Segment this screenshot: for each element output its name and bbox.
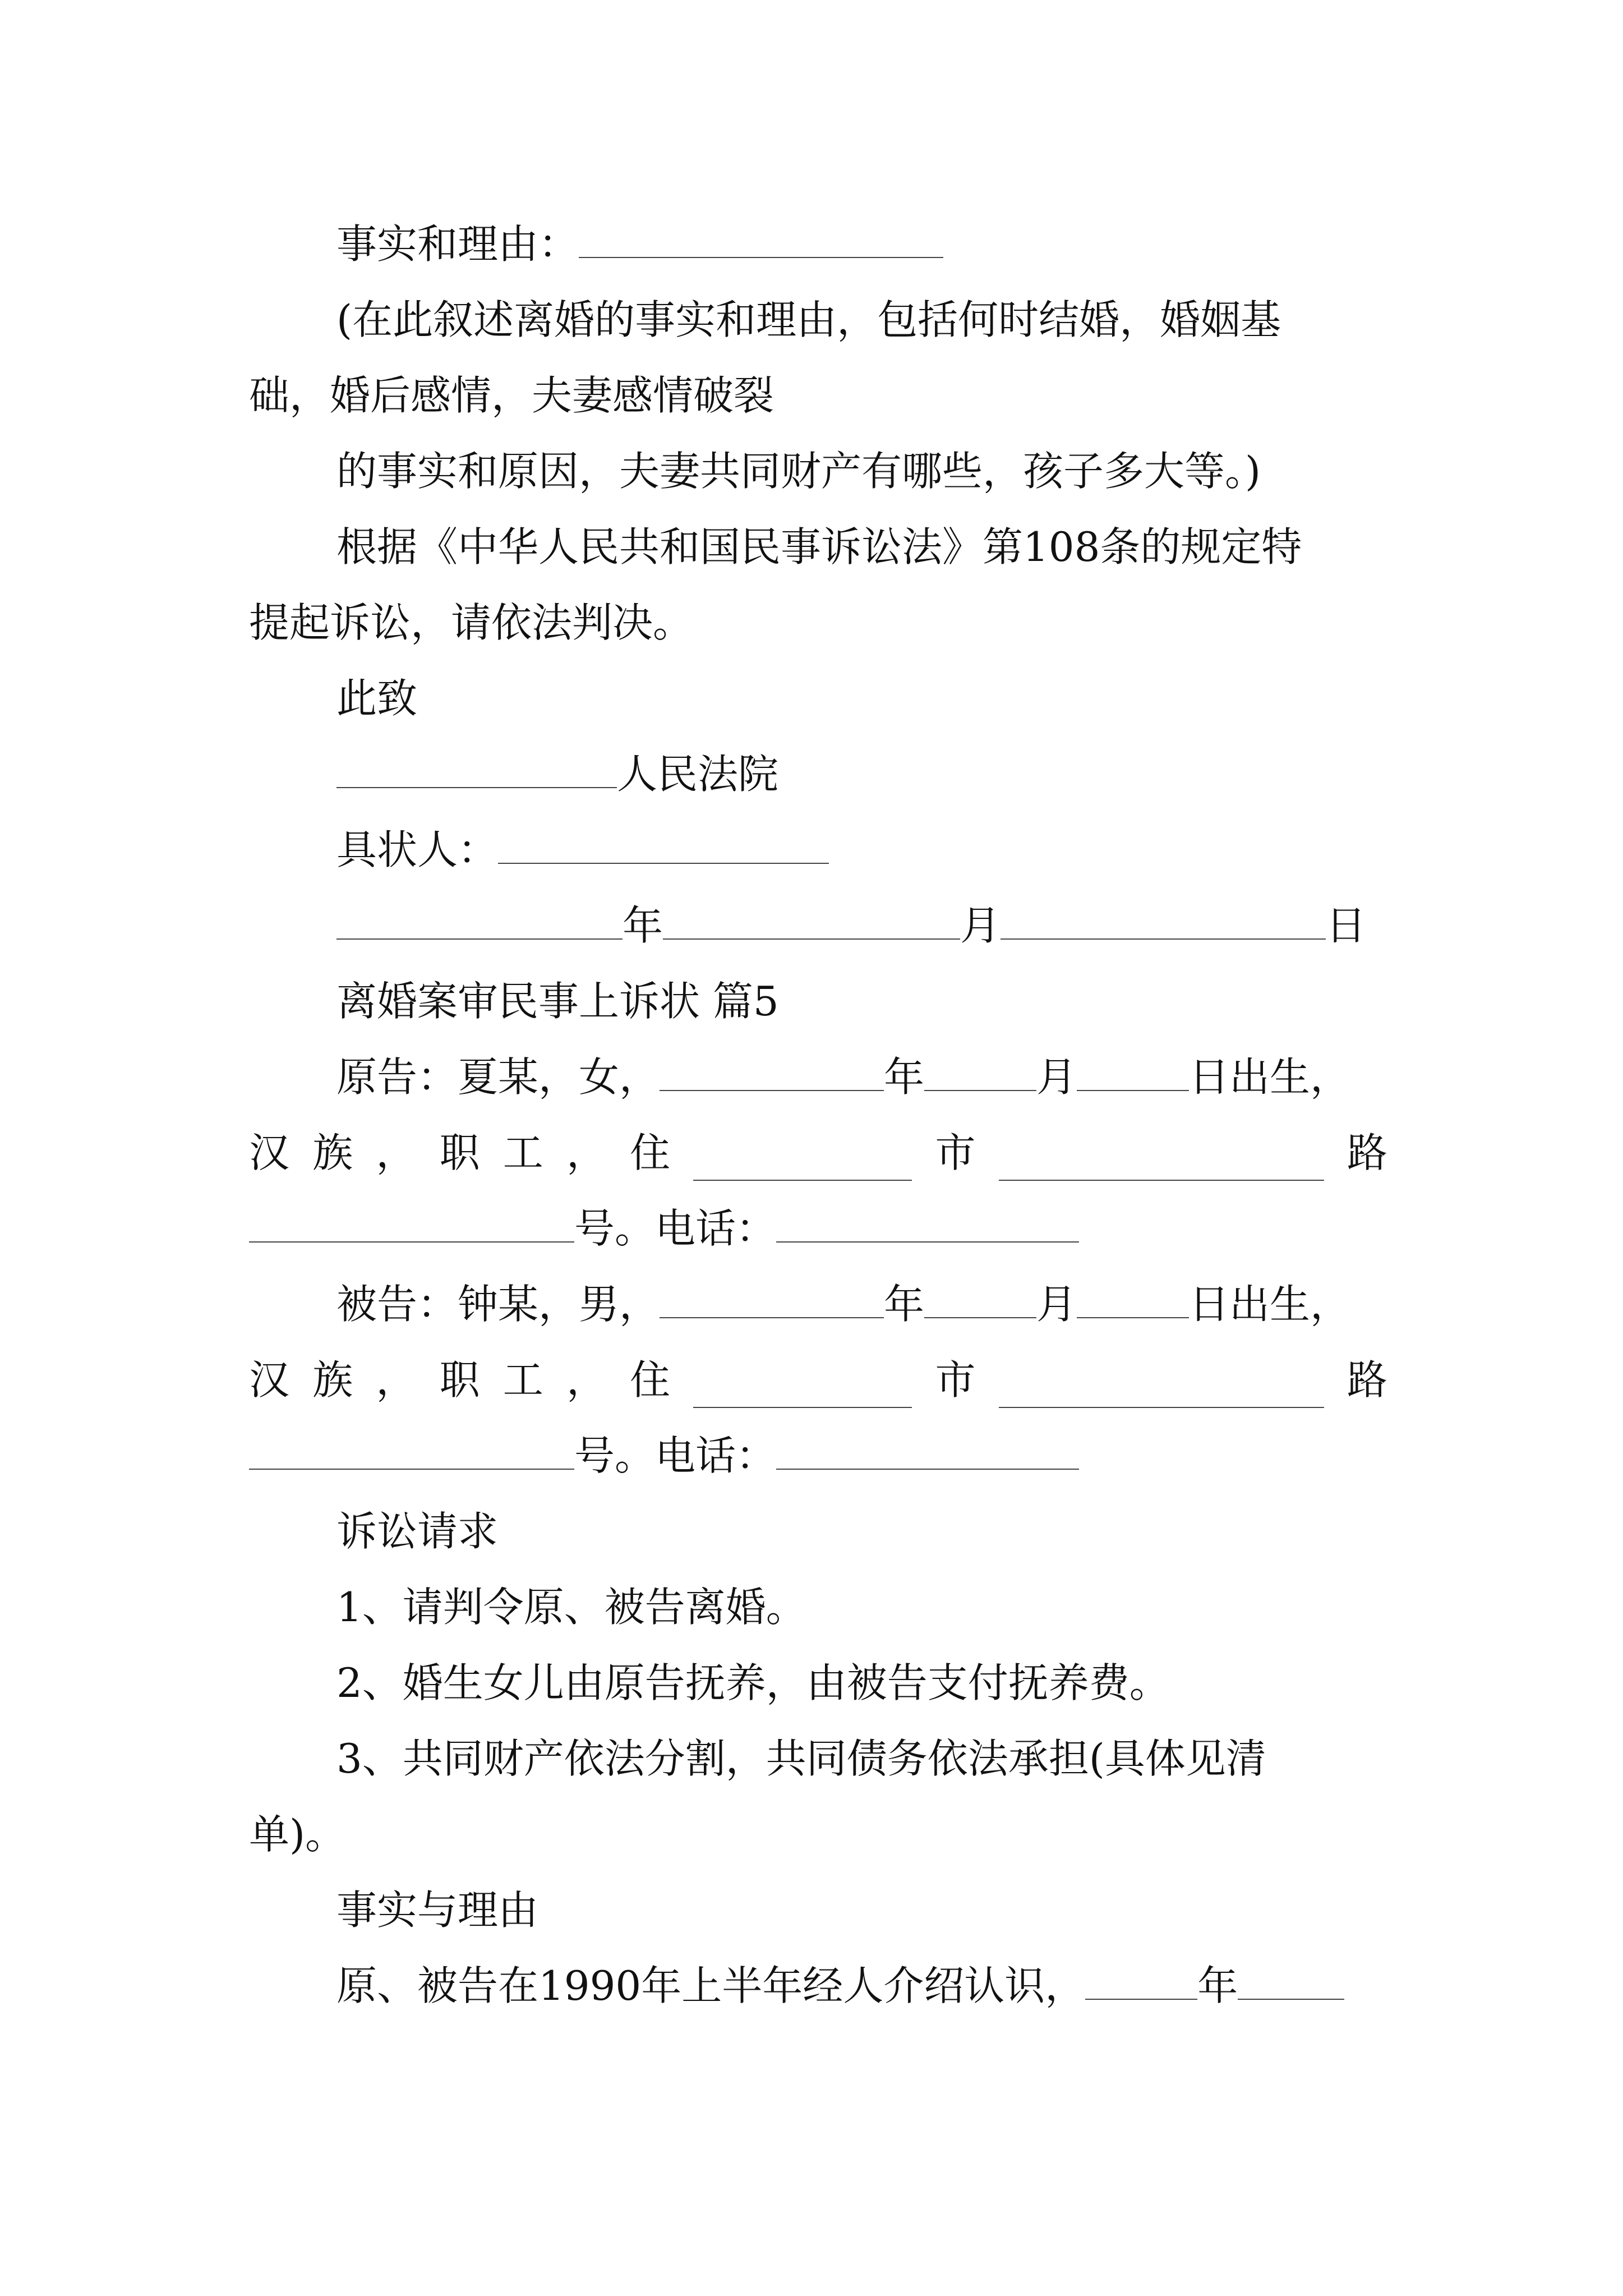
facts-title: 事实与理由 — [336, 1887, 539, 1934]
plaintiff-address-line — [249, 1125, 1387, 1181]
plaintiff-job-char: 职 — [439, 1129, 480, 1176]
defendant-hao-tel: 号。电话： — [574, 1432, 777, 1479]
defendant-number-blank — [249, 1436, 574, 1470]
plaintiff-road-label: 路 — [1347, 1129, 1387, 1176]
year-label: 年 — [623, 902, 663, 949]
defendant-birth-month-blank — [924, 1285, 1036, 1318]
signer-label: 具状人： — [336, 826, 499, 873]
claims-title: 诉讼请求 — [336, 1508, 499, 1555]
fact-reason-line — [336, 216, 943, 272]
defendant-city-blank — [693, 1374, 912, 1408]
plaintiff-city-label: 市 — [935, 1129, 976, 1176]
plaintiff-line — [336, 1049, 1350, 1105]
plaintiff-live-label: 住 — [630, 1129, 671, 1176]
defendant-birth-year-blank — [660, 1285, 884, 1318]
plaintiff-birth-year-blank — [660, 1057, 884, 1091]
plaintiff-number-blank — [249, 1209, 574, 1243]
paragraph-line: (在此叙述离婚的事实和理由，包括何时结婚，婚姻基 — [336, 296, 1281, 343]
month-label: 月 — [960, 902, 1001, 949]
plaintiff-month-label: 月 — [1036, 1053, 1077, 1101]
defendant-address-line — [249, 1352, 1387, 1408]
plaintiff-city-blank — [693, 1147, 912, 1181]
claim-item: 3、共同财产依法分割，共同债务依法承担(具体见清 — [336, 1735, 1266, 1782]
fact-reason-blank — [579, 224, 943, 258]
paragraph-line: 提起诉讼，请依法判决。 — [249, 599, 694, 646]
paragraph-line: 根据《中华人民共和国民事诉讼法》第108条的规定特 — [336, 523, 1302, 570]
claim-item-continued: 单)。 — [249, 1811, 346, 1858]
plaintiff-ethnicity-char: 族 — [312, 1129, 353, 1176]
defendant-phone-blank — [776, 1436, 1079, 1470]
court-line — [336, 746, 778, 802]
signer-line — [336, 822, 829, 878]
claim-item: 2、婚生女儿由原告抚养，由被告支付抚养费。 — [336, 1659, 1170, 1706]
year-blank — [336, 906, 623, 940]
plaintiff-hao-tel: 号。电话： — [574, 1205, 777, 1252]
facts-month-blank — [1238, 1966, 1344, 2000]
facts-year-blank — [1085, 1966, 1197, 2000]
defendant-road-blank — [999, 1374, 1324, 1408]
plaintiff-phone-line — [249, 1200, 1079, 1257]
court-name-blank — [336, 754, 617, 788]
defendant-city-label: 市 — [935, 1356, 976, 1404]
facts-year-label: 年 — [1197, 1962, 1238, 2009]
date-line — [336, 898, 1366, 954]
plaintiff-ethnicity-char: 汉 — [249, 1129, 290, 1176]
plaintiff-comma: ， — [376, 1129, 417, 1176]
court-suffix: 人民法院 — [617, 751, 779, 798]
plaintiff-birth-day-blank — [1077, 1057, 1189, 1091]
defendant-comma: ， — [566, 1356, 607, 1404]
defendant-job-char: 工 — [502, 1356, 543, 1404]
defendant-road-label: 路 — [1347, 1356, 1387, 1404]
signer-blank — [498, 830, 829, 864]
paragraph-line: 础，婚后感情，夫妻感情破裂 — [249, 372, 774, 419]
defendant-birth-day-blank — [1077, 1285, 1189, 1318]
defendant-ethnicity-char: 族 — [312, 1356, 353, 1404]
plaintiff-born-label: 日出生， — [1189, 1053, 1351, 1101]
day-label: 日 — [1326, 902, 1367, 949]
defendant-line — [336, 1276, 1350, 1332]
plaintiff-birth-month-blank — [924, 1057, 1036, 1091]
defendant-job-char: 职 — [439, 1356, 480, 1404]
defendant-month-label: 月 — [1036, 1281, 1077, 1328]
day-blank — [1000, 906, 1326, 940]
defendant-comma: ， — [376, 1356, 417, 1404]
salutation: 此致 — [336, 675, 418, 722]
paragraph-line: 的事实和原因，夫妻共同财产有哪些，孩子多大等。) — [336, 448, 1261, 495]
facts-text: 原、被告在1990年上半年经人介绍认识， — [336, 1962, 1086, 2009]
facts-line — [336, 1958, 1344, 2014]
plaintiff-phone-blank — [776, 1209, 1079, 1243]
plaintiff-job-char: 工 — [502, 1129, 543, 1176]
plaintiff-year-label: 年 — [884, 1053, 925, 1101]
defendant-year-label: 年 — [884, 1281, 925, 1328]
claim-item: 1、请判令原、被告离婚。 — [336, 1584, 806, 1631]
plaintiff-comma: ， — [566, 1129, 607, 1176]
defendant-phone-line — [249, 1428, 1079, 1484]
defendant-lead: 被告：钟某，男， — [336, 1281, 660, 1328]
plaintiff-road-blank — [999, 1147, 1324, 1181]
section-title: 离婚案审民事上诉状 篇5 — [336, 978, 779, 1025]
defendant-born-label: 日出生， — [1189, 1281, 1351, 1328]
fact-reason-label: 事实和理由： — [336, 220, 579, 268]
defendant-ethnicity-char: 汉 — [249, 1356, 290, 1404]
plaintiff-lead: 原告：夏某，女， — [336, 1053, 660, 1101]
defendant-live-label: 住 — [630, 1356, 671, 1404]
month-blank — [663, 906, 960, 940]
